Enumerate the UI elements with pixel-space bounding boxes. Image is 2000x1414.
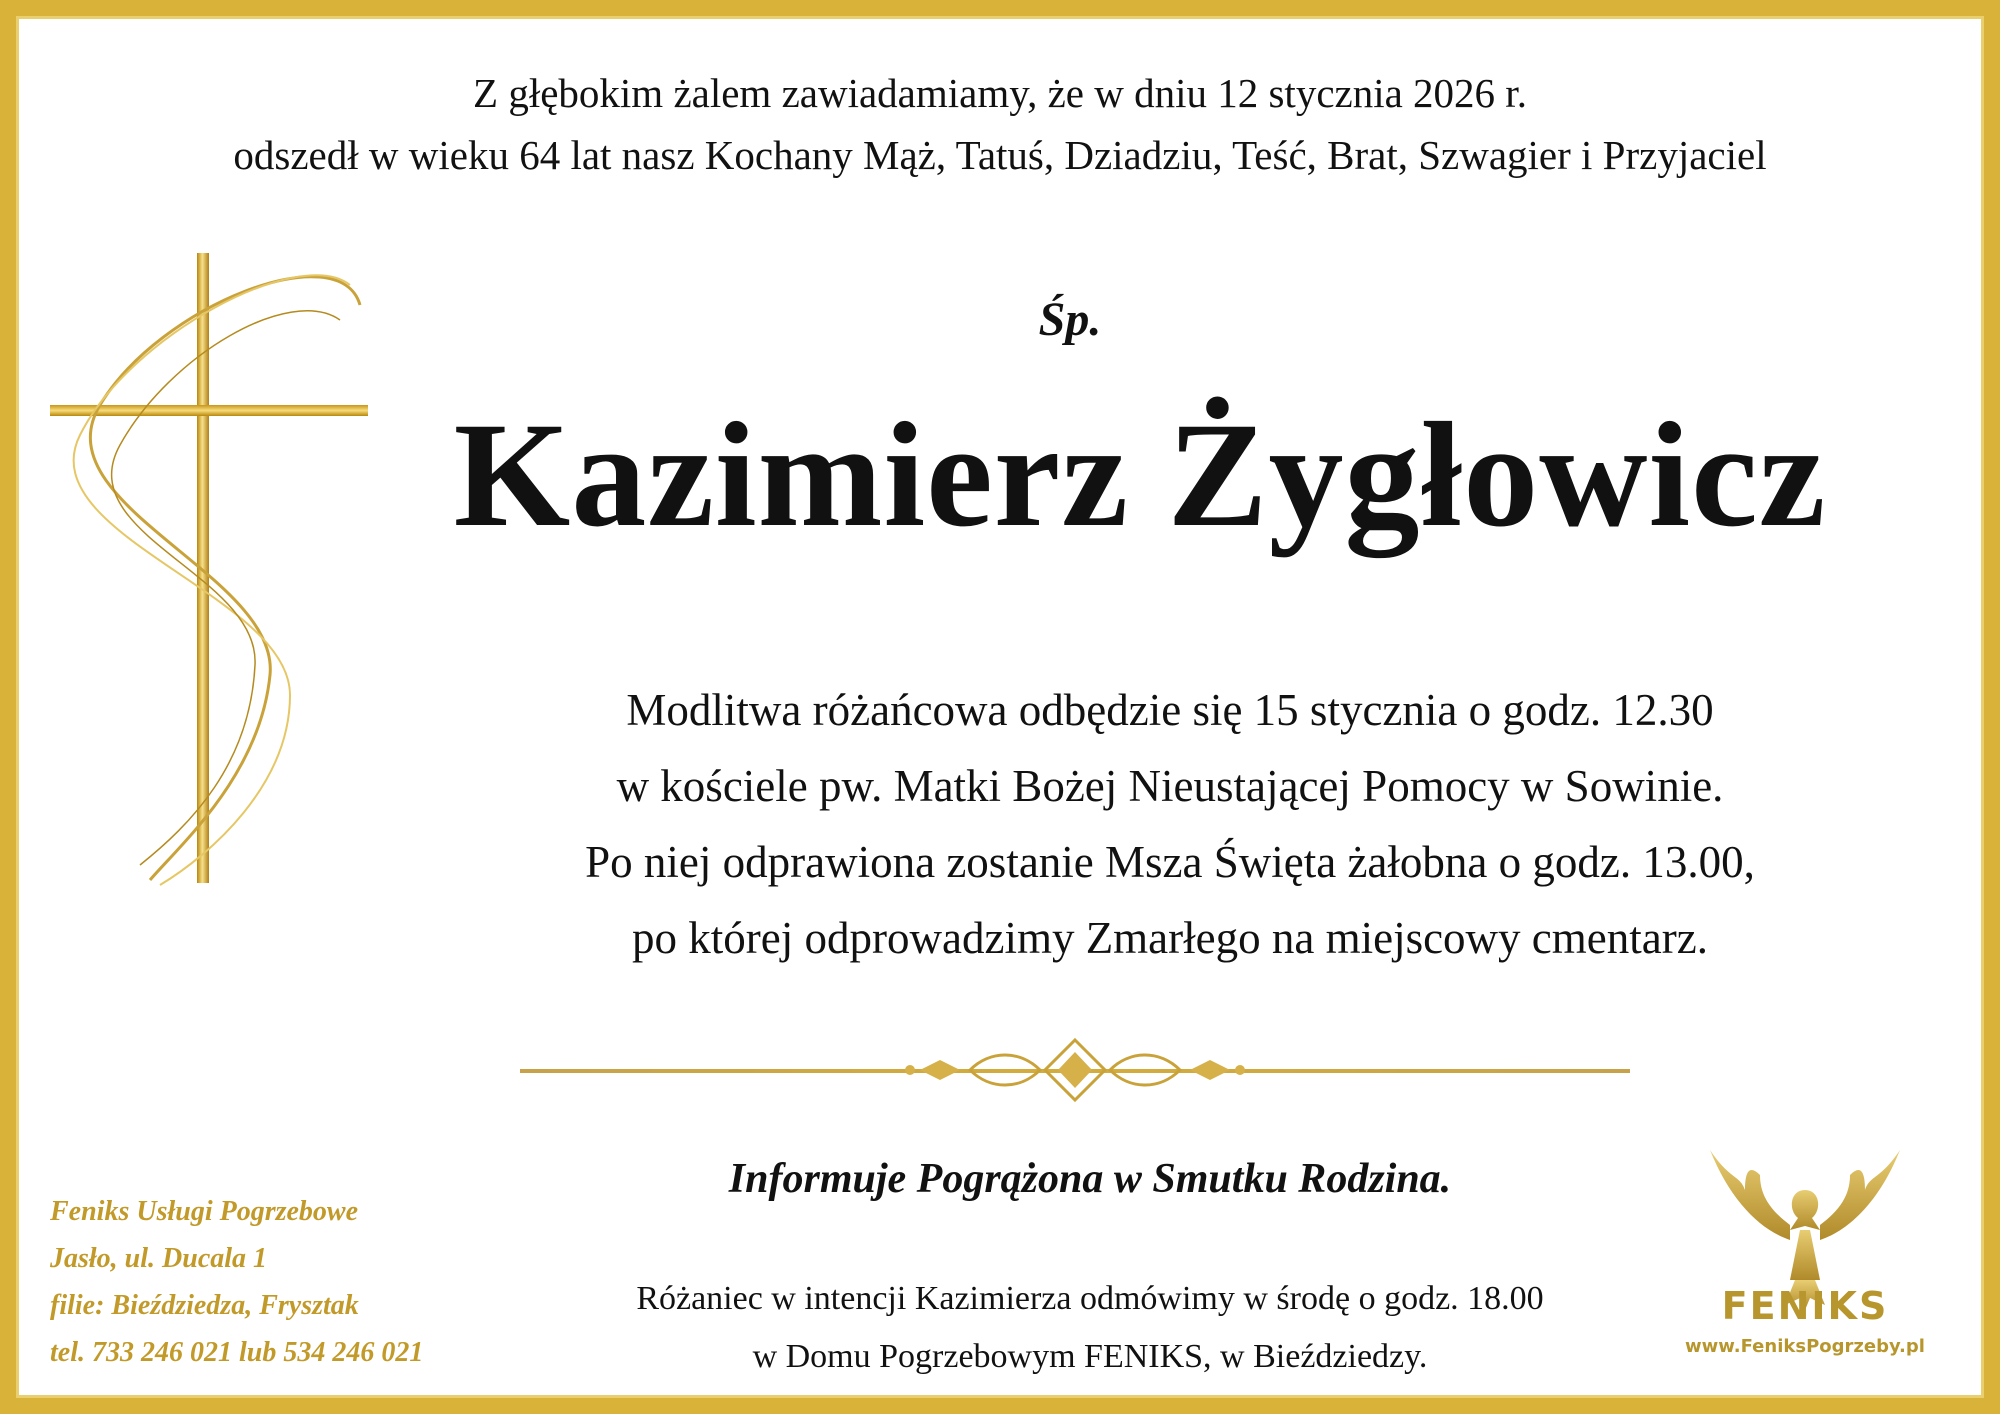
company-info [50,1188,423,1376]
company-phone: tel. 733 246 021 lub 534 246 021 [50,1337,424,1368]
ceremony-line: Modlitwa różańcowa odbędzie się 15 stycznia o godz. 12.30 [626,685,1714,735]
ornament-divider-icon [520,1030,1630,1110]
rosary-line: w Domu Pogrzebowym FENIKS, w Bieździedzy. [752,1338,1428,1375]
cross-icon [40,245,380,895]
ceremony-line: Po niej odprawiona zostanie Msza Święta żałobna o godz. 13.00, [585,837,1755,887]
company-website: www.FeniksPogrzeby.pl [1685,1336,1925,1357]
logo-text: FENIKS [1721,1284,1889,1328]
company-branches: filie: Bieździedza, Frysztak [50,1290,359,1321]
ceremony-details [380,672,1960,976]
intro-line-2: odszedł w wieku 64 lat nasz Kochany Mąż, Tatuś, Dziadziu, Teść, Brat, Szwagier i Przyjaciel [233,132,1767,178]
prefix-sp: Śp. [1038,293,1102,346]
company-name: Feniks Usługi Pogrzebowe [50,1196,359,1227]
company-address: Jasło, ul. Ducala 1 [50,1243,268,1274]
intro-text [0,62,2000,186]
family-signature: Informuje Pogrążona w Smutku Rodzina. [728,1156,1452,1202]
intro-line-1: Z głębokim żalem zawiadamiamy, że w dniu 12 stycznia 2026 r. [473,70,1527,116]
rosary-info [520,1270,1660,1386]
ceremony-line: po której odprowadzimy Zmarłego na miejscowy cmentarz. [632,913,1708,963]
rosary-line: Różaniec w intencji Kazimierza odmówimy w środę o godz. 18.00 [636,1280,1544,1317]
ceremony-line: w kościele pw. Matki Bożej Nieustającej Pomocy w Sowinie. [616,761,1724,811]
deceased-name: Kazimierz Żygłowicz [453,392,1827,558]
